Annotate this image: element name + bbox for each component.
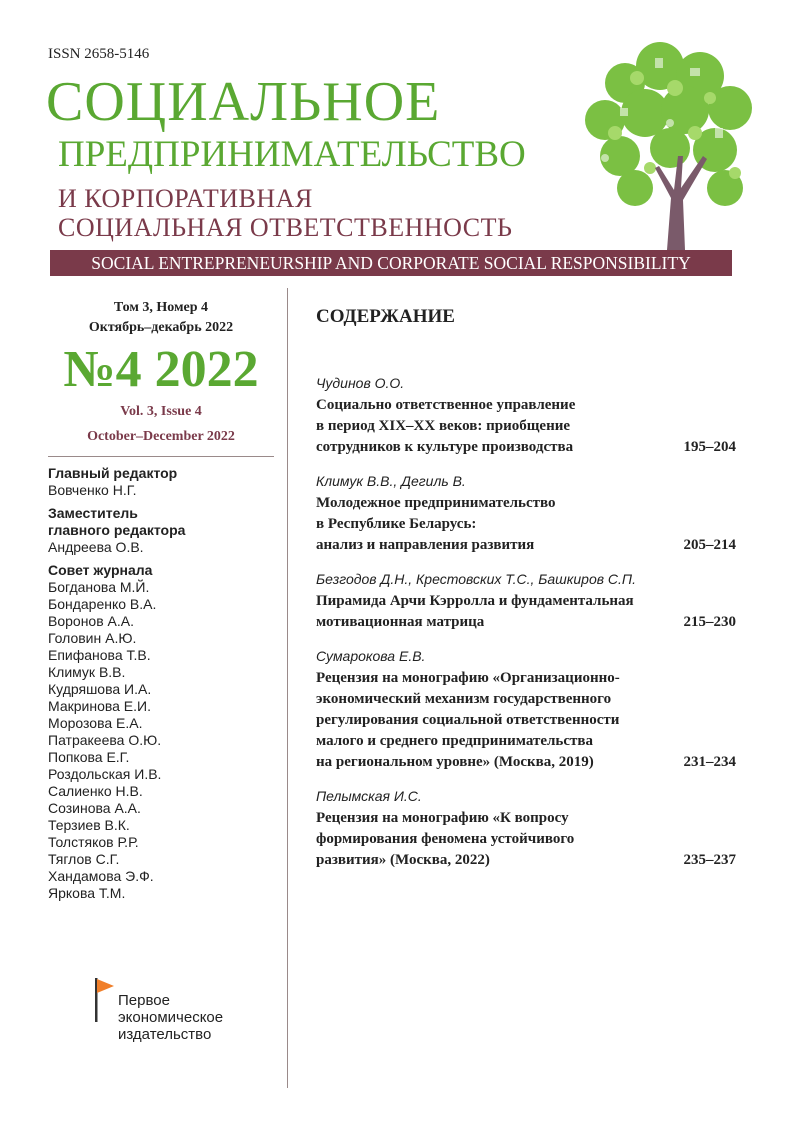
journal-title-line4: СОЦИАЛЬНАЯ ОТВЕТСТВЕННОСТЬ <box>58 213 513 242</box>
deputy-editor-label-2: главного редактора <box>48 522 186 538</box>
volume-number-en: Vol. 3, Issue 4 <box>120 404 202 419</box>
article-title: Пирамида Арчи Кэрролла и фундаментальная мотивационная матрица <box>316 593 634 630</box>
period-en: October–December 2022 <box>87 429 235 444</box>
council-member: Попкова Е.Г. <box>48 749 130 765</box>
article-authors: Сумарокова Е.В. <box>316 648 426 664</box>
left-separator <box>48 456 274 457</box>
council-member: Роздольская И.В. <box>48 766 162 782</box>
article-pages: 235–237 <box>683 852 736 868</box>
council-member: Патракеева О.Ю. <box>48 732 162 748</box>
council-member: Терзиев В.К. <box>48 817 130 833</box>
article-authors: Пелымская И.С. <box>316 788 422 804</box>
issue-number-large: №4 2022 <box>63 341 259 398</box>
volume-number-ru: Том 3, Номер 4 <box>113 300 209 315</box>
chief-editor-label: Главный редактор <box>48 465 178 481</box>
article-authors: Безгодов Д.Н., Крестовских Т.С., Башкиров С.П. <box>316 571 636 587</box>
article-title: Молодежное предпринимательство в Республике Беларусь: анализ и направления развития <box>316 495 556 553</box>
publisher-logo <box>92 976 224 1043</box>
council-member: Хандамова Э.Ф. <box>48 868 154 884</box>
article-title: Рецензия на монографию «Организационно- экономический механизм государственного регулирования социальной ответственности малого и среднего предпринимательства на региональном уровне» (Москва, 2019) <box>316 670 620 770</box>
article-entry[interactable] <box>316 374 736 458</box>
article-pages: 231–234 <box>683 754 736 770</box>
council-member: Головин А.Ю. <box>48 630 137 646</box>
publisher-flag-icon <box>92 976 116 1024</box>
article-entry[interactable] <box>316 570 736 633</box>
council-member: Толстяков Р.Р. <box>48 834 139 850</box>
council-label: Совет журнала <box>48 562 153 578</box>
article-entry[interactable] <box>316 472 736 556</box>
column-divider <box>287 288 288 1088</box>
council-member: Созинова А.А. <box>48 800 141 816</box>
table-of-contents <box>316 306 736 885</box>
journal-title-line1: СОЦИАЛЬНОЕ <box>46 71 441 133</box>
council-list <box>48 579 274 902</box>
council-member: Салиенко Н.В. <box>48 783 143 799</box>
publisher-name-line3: издательство <box>118 1026 212 1043</box>
period-ru: Октябрь–декабрь 2022 <box>88 320 234 335</box>
publisher-name-line2: экономическое <box>118 1009 224 1026</box>
left-column <box>48 298 274 902</box>
journal-title-line2: ПРЕДПРИНИМАТЕЛЬСТВО <box>58 134 526 175</box>
council-member: Тяглов С.Г. <box>48 851 120 867</box>
article-entry[interactable] <box>316 647 736 773</box>
council-member: Епифанова Т.В. <box>48 647 151 663</box>
deputy-editor-name: Андреева О.В. <box>48 539 144 555</box>
eco-tree-logo <box>575 38 755 250</box>
editorial-board <box>48 465 274 902</box>
chief-editor-name: Вовченко Н.Г. <box>48 482 137 498</box>
deputy-editor-label: Заместитель <box>48 505 138 521</box>
article-pages: 215–230 <box>683 614 736 630</box>
council-member: Бондаренко В.А. <box>48 596 157 612</box>
article-title: Социально ответственное управление в период XIX–XX веков: приобщение сотрудников к культуре производства <box>316 397 576 455</box>
council-member: Макринова Е.И. <box>48 698 151 714</box>
article-title: Рецензия на монографию «К вопросу формирования феномена устойчивого развития» (Москва, 2022) <box>316 810 575 868</box>
publisher-name-line1: Первое <box>118 992 170 1009</box>
council-member: Яркова Т.М. <box>48 885 126 901</box>
council-member: Богданова М.Й. <box>48 579 150 595</box>
issn: ISSN 2658-5146 <box>48 46 150 62</box>
council-member: Воронов А.А. <box>48 613 134 629</box>
article-authors: Климук В.В., Дегиль В. <box>316 473 466 489</box>
journal-title-line3: И КОРПОРАТИВНАЯ <box>58 184 313 213</box>
article-pages: 205–214 <box>683 537 736 553</box>
council-member: Кудряшова И.А. <box>48 681 152 697</box>
article-authors: Чудинов О.О. <box>316 375 405 391</box>
council-member: Морозова Е.А. <box>48 715 143 731</box>
article-entry[interactable] <box>316 787 736 871</box>
council-member: Климук В.В. <box>48 664 126 680</box>
contents-heading: СОДЕРЖАНИЕ <box>316 306 455 327</box>
english-title-banner: SOCIAL ENTREPRENEURSHIP AND CORPORATE SOCIAL RESPONSIBILITY <box>50 250 732 276</box>
article-pages: 195–204 <box>683 439 736 455</box>
